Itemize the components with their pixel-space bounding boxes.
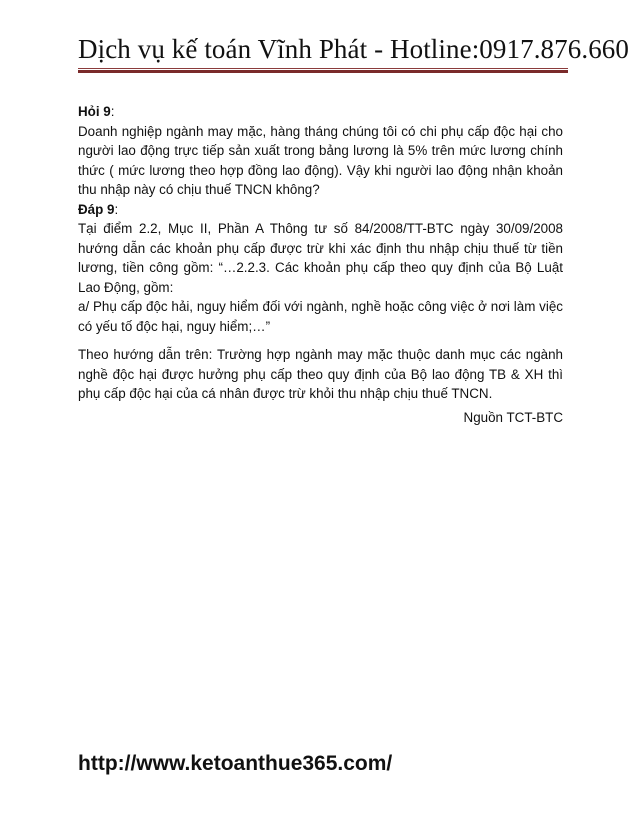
document-body (78, 102, 563, 427)
question-text: Doanh nghiệp ngành may mặc, hàng tháng chúng tôi có chi phụ cấp độc hại cho người lao động trực tiếp sản xuất trong bảng lương là 5% trên mức lương chính thức ( mức lương theo hợp đồng lao động). Vậy khi người lao động nhận khoản thu nhập này có chịu thuế TNCN không? (78, 123, 563, 197)
guidance-paragraph: Theo hướng dẫn trên: Trường hợp ngành may mặc thuộc danh mục các ngành nghề độc hại được hưởng phụ cấp theo quy định của Bộ lao động TB & XH thì phụ cấp độc hại của cá nhân được trừ khỏi thu nhập chịu thuế TNCN. (78, 347, 563, 401)
answer-label: Đáp 9 (78, 201, 115, 217)
footer-website-link[interactable]: http://www.ketoanthue365.com/ (78, 752, 393, 775)
header-divider-thin (78, 68, 568, 69)
answer-item-a: a/ Phụ cấp độc hải, nguy hiểm đối với ngành, nghề hoặc công việc ở nơi làm việc có yếu tố độc hại, nguy hiểm;…” (78, 299, 563, 334)
question-heading (78, 102, 563, 122)
answer-text: Tại điểm 2.2, Mục II, Phần A Thông tư số 84/2008/TT-BTC ngày 30/09/2008 hướng dẫn các khoản phụ cấp được trừ khi xác định thu nhập chịu thuế từ tiền lương, tiền công gồm: “…2.2.3. Các khoản phụ cấp theo quy định của Bộ Luật Lao Động, gồm: (78, 221, 563, 295)
source-citation: Nguồn TCT-BTC (463, 409, 563, 425)
answer-colon: : (114, 201, 119, 217)
answer-heading (78, 200, 563, 220)
header-divider-thick (78, 70, 568, 73)
question-colon: : (110, 104, 115, 119)
question-label: Hỏi 9 (78, 104, 111, 119)
page-header-title: Dịch vụ kế toán Vĩnh Phát - Hotline:0917.876.660 (78, 34, 629, 64)
paragraph-spacer (78, 336, 563, 345)
